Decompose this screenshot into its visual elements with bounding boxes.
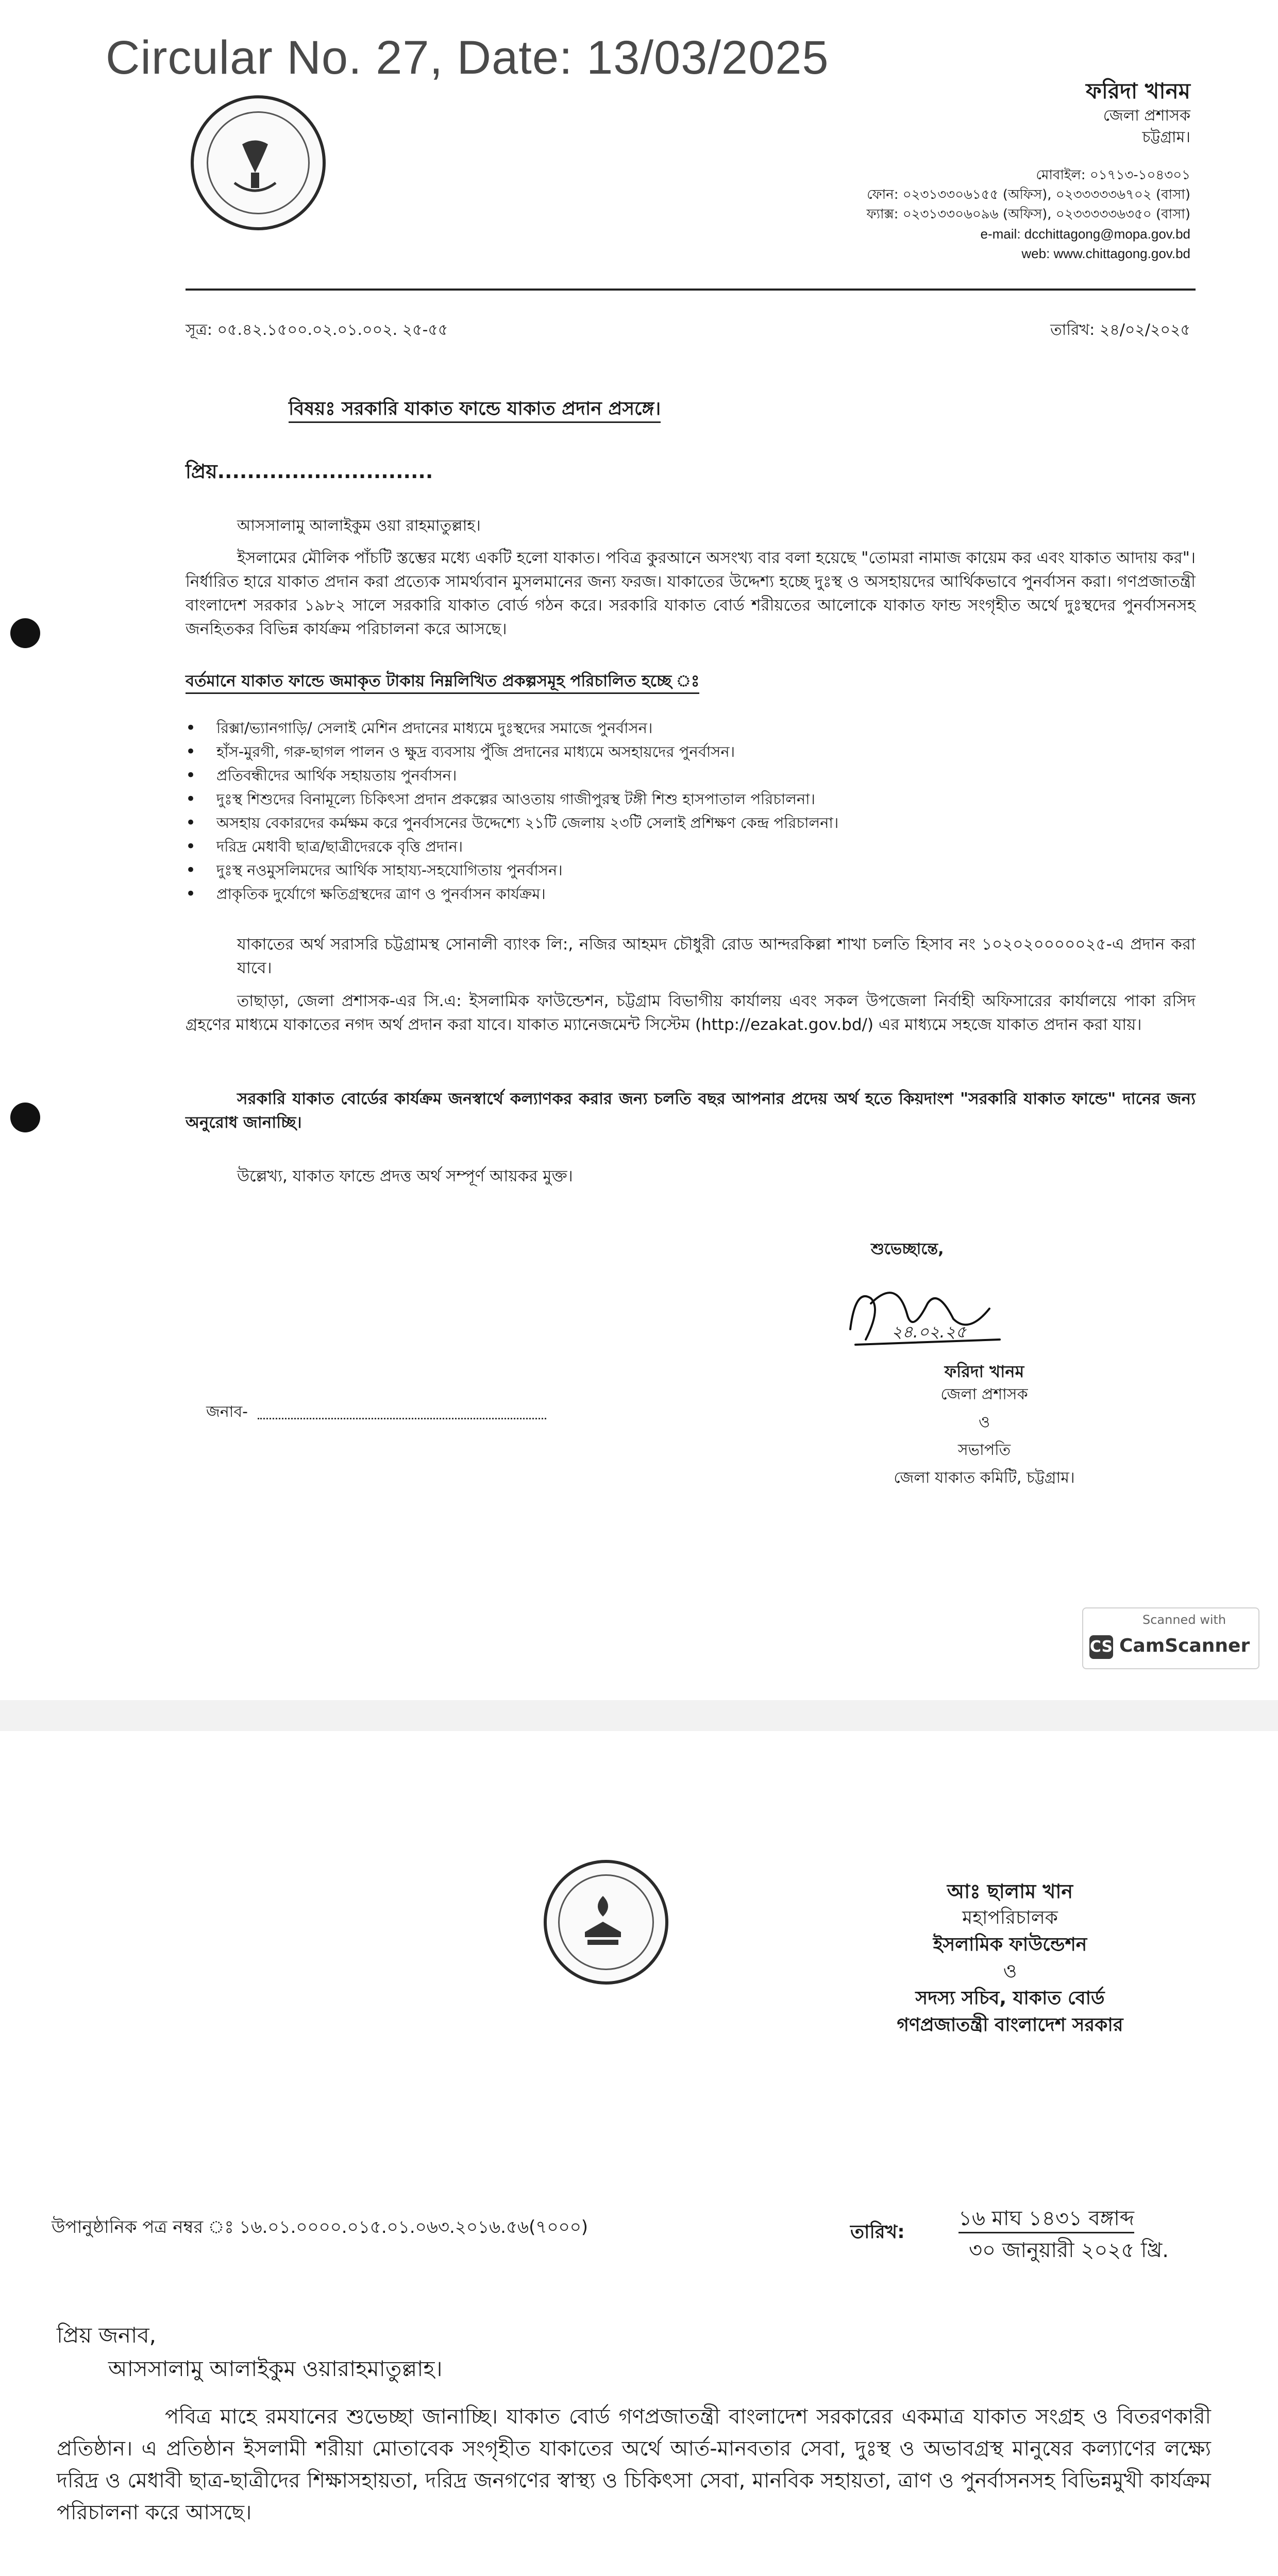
letterhead-and: ও: [1003, 1961, 1017, 1982]
page-two: [0, 1731, 1278, 2576]
memo-date: তারিখ: ২৪/০২/২০২৫: [1050, 321, 1190, 339]
government-seal-icon: [191, 95, 326, 230]
letterhead-fax: ফ্যাক্স: ০২৩১৩৩০৬০৯৬ (অফিস), ০২৩৩৩৩৩৬৩৫০ (বাসা): [866, 207, 1190, 222]
circular-header: Circular No. 27, Date: 13/03/2025: [106, 31, 829, 84]
tax-note: উল্লেখ্য, যাকাত ফান্ডে প্রদত্ত অর্থ সম্পূর্ণ আয়কর মুক্ত।: [237, 1167, 573, 1185]
letterhead-title: জেলা প্রশাসক: [1103, 107, 1190, 125]
punch-hole-icon: [10, 618, 40, 648]
letterhead-title-4: গণপ্রজাতন্ত্রী বাংলাদেশ সরকার: [897, 2014, 1123, 2036]
letterhead-name: ফরিদা খানম: [1086, 78, 1190, 104]
letterhead-email: e-mail: dcchittagong@mopa.gov.bd: [980, 226, 1190, 242]
camscanner-badge: [1082, 1607, 1259, 1669]
camscanner-name: CamScanner: [1119, 1635, 1250, 1656]
page-gap: [0, 1700, 1278, 1731]
signatory-title-3: জেলা যাকাত কমিটি, চট্টগ্রাম।: [894, 1469, 1075, 1487]
paragraph-1: পবিত্র মাহে রমযানের শুভেচ্ছা জানাচ্ছি। যাকাত বোর্ড গণপ্রজাতন্ত্রী বাংলাদেশ সরকারের একমাত্র যাকাত সংগ্রহ ও বিতরণকারী প্রতিষ্ঠান। এ প্রতিষ্ঠান ইসলামী শরীয়া মোতাবেক সংগৃহীত যাকাতের অর্থে আর্ত-মানবতার সেবা, দুঃস্থ ও অভাবগ্রস্থ মানুষের কল্যাণের লক্ষ্যে দরিদ্র ও মেধাবী ছাত্র-ছাত্রীদের শিক্ষাসহায়তা, দরিদ্র জনগণের স্বাস্থ্য ও চিকিৎসা সেবা, মানবিক সহায়তা, ত্রাণ ও পুনর্বাসনসহ বিভিন্নমুখী কার্যক্রম পরিচালনা করে আসছে।: [57, 2405, 1211, 2524]
recipient-label: জনাব-: [206, 1403, 248, 1421]
islamic-foundation-seal-icon: [544, 1860, 668, 1985]
letterhead-place: চট্টগ্রাম।: [1142, 128, 1190, 146]
office-paragraph: তাছাড়া, জেলা প্রশাসক-এর সি.এ: ইসলামিক ফাউন্ডেশন, চট্টগ্রাম বিভাগীয় কার্যালয় এবং সকল উপজেলা নির্বাহী অফিসারের কার্যালয়ে পাকা রসিদ গ্রহণের মাধ্যমে যাকাতের নগদ অর্থ প্রদান করা যাবে। যাকাত ম্যানেজমেন্ট সিস্টেম (http://ezakat.gov.bd/) এর মাধ্যমে সহজে যাকাত প্রদান করা যায়।: [186, 992, 1196, 1034]
header-divider: [186, 289, 1196, 291]
letterhead-web: web: www.chittagong.gov.bd: [1021, 246, 1190, 261]
date-label: তারিখ:: [850, 2222, 905, 2243]
signatory-title-1: জেলা প্রশাসক: [940, 1385, 1028, 1403]
signatory-and: ও: [978, 1413, 990, 1431]
projects-list: [186, 716, 1196, 906]
greeting: আসসালামু আলাইকুম ওয়ারাহমাতুল্লাহ।: [108, 2356, 443, 2381]
list-item: • দুঃস্থ নওমুসলিমদের আর্থিক সাহায্য-সহযোগিতায় পুনর্বাসন।: [186, 858, 1196, 882]
signatory-title-2: সভাপতি: [957, 1441, 1011, 1459]
list-item: • দুঃস্থ শিশুদের বিনামূল্যে চিকিৎসা প্রদান প্রকল্পের আওতায় গাজীপুরস্থ টঙ্গী শিশু হাসপাতাল পরিচালনা।: [186, 787, 1196, 811]
signature-date: ২৪.০২.২৫: [892, 1322, 967, 1342]
subject-line: বিষয়ঃ সরকারি যাকাত ফান্ডে যাকাত প্রদান প্রসঙ্গে।: [289, 397, 661, 423]
list-item: • রিক্সা/ভ্যানগাড়ি/ সেলাই মেশিন প্রদানের মাধ্যমে দুঃস্থদের সমাজে পুনর্বাসন।: [186, 716, 1196, 740]
salutation: প্রিয়.............................: [186, 460, 433, 483]
letterhead-phone: ফোন: ০২৩১৩৩০৬১৫৫ (অফিস), ০২৩৩৩৩৩৬৭০২ (বাসা): [867, 187, 1190, 202]
list-item: • দরিদ্র মেধাবী ছাত্র/ছাত্রীদেরকে বৃত্তি প্রদান।: [186, 835, 1196, 858]
memo-reference: সূত্র: ০৫.৪২.১৫০০.০২.০১.০০২. ২৫-৫৫: [186, 321, 448, 339]
memo-reference: উপানুষ্ঠানিক পত্র নম্বর ঃ ১৬.০১.০০০০.০১৫.০১.০৬৩.২০১৬.৫৬(৭০০০): [52, 2217, 588, 2238]
letterhead-name: আঃ ছালাম খান: [947, 1880, 1073, 1903]
list-item: • অসহায় বেকারদের কর্মক্ষম করে পুনর্বাসনের উদ্দেশ্যে ২১টি জেলায় ২৩টি সেলাই প্রশিক্ষণ কেন্দ্র পরিচালনা।: [186, 811, 1196, 835]
recipient-line: [258, 1418, 546, 1419]
letterhead-title-3: সদস্য সচিব, যাকাত বোর্ড: [915, 1988, 1105, 2009]
list-item: • প্রাকৃতিক দুর্যোগে ক্ষতিগ্রস্থদের ত্রাণ ও পুনর্বাসন কার্যক্রম।: [186, 882, 1196, 906]
camscanner-logo-icon: CS: [1089, 1635, 1113, 1659]
list-item: • প্রতিবন্ধীদের আর্থিক সহায়তায় পুনর্বাসন।: [186, 764, 1196, 787]
letterhead-title-2: ইসলামিক ফাউন্ডেশন: [933, 1934, 1087, 1955]
letterhead-title-1: মহাপরিচালক: [962, 1907, 1058, 1928]
date-bangla: ১৬ মাঘ ১৪৩১ বঙ্গাব্দ: [959, 2205, 1134, 2233]
list-item: • হাঁস-মুরগী, গরু-ছাগল পালন ও ক্ষুদ্র ব্যবসায় পুঁজি প্রদানের মাধ্যমে অসহায়দের পুনর্বাসন।: [186, 740, 1196, 764]
date-english: ৩০ জানুয়ারী ২০২৫ খ্রি.: [969, 2239, 1169, 2262]
regards-text: শুভেচ্ছান্তে,: [871, 1240, 944, 1258]
signatory-name: ফরিদা খানম: [944, 1362, 1024, 1381]
intro-paragraph: ইসলামের মৌলিক পাঁচটি স্তম্ভের মধ্যে একটি হলো যাকাত। পবিত্র কুরআনে অসংখ্য বার বলা হয়েছে "তোমরা নামাজ কায়েম কর এবং যাকাত আদায় কর"। নির্ধারিত হারে যাকাত প্রদান করা প্রত্যেক সামর্থ্যবান মুসলমানের জন্য ফরজ। যাকাতের উদ্দেশ্য হচ্ছে দুঃস্থ ও অসহায়দের আর্থিকভাবে পুনর্বাসন করা। গণপ্রজাতন্ত্রী বাংলাদেশ সরকার ১৯৮২ সালে সরকারি যাকাত বোর্ড গঠন করে। সরকারি যাকাত বোর্ড শরীয়তের আলোকে যাকাত ফান্ড সংগৃহীত অর্থে দুঃস্থদের পুনর্বাসনসহ জনহিতকর বিভিন্ন কার্যক্রম পরিচালনা করে আসছে।: [186, 549, 1196, 638]
request-paragraph: সরকারি যাকাত বোর্ডের কার্যক্রম জনস্বার্থে কল্যাণকর করার জন্য চলতি বছর আপনার প্রদেয় অর্থ হতে কিয়দাংশ "সরকারি যাকাত ফান্ডে" দানের জন্য অনুরোধ জানাচ্ছি।: [186, 1090, 1196, 1132]
projects-intro: বর্তমানে যাকাত ফান্ডে জমাকৃত টাকায় নিম্নলিখিত প্রকল্পসমূহ পরিচালিত হচ্ছে ঃ: [186, 670, 699, 694]
greeting: আসসালামু আলাইকুম ওয়া রাহমাতুল্লাহ।: [237, 517, 481, 535]
letterhead-mobile: মোবাইল: ০১৭১৩-১০৪৩০১: [1036, 167, 1190, 183]
salutation: প্রিয় জনাব,: [57, 2323, 157, 2348]
bank-paragraph: যাকাতের অর্থ সরাসরি চট্টগ্রামস্থ সোনালী ব্যাংক লি:, নজির আহমদ চৌধুরী রোড আন্দরকিল্লা শাখা চলতি হিসাব নং ১০২০২০০০০০২৫-এ প্রদান করা যাবে।: [237, 935, 1196, 977]
scanned-with-text: Scanned with: [1142, 1613, 1226, 1627]
punch-hole-icon: [10, 1103, 40, 1132]
